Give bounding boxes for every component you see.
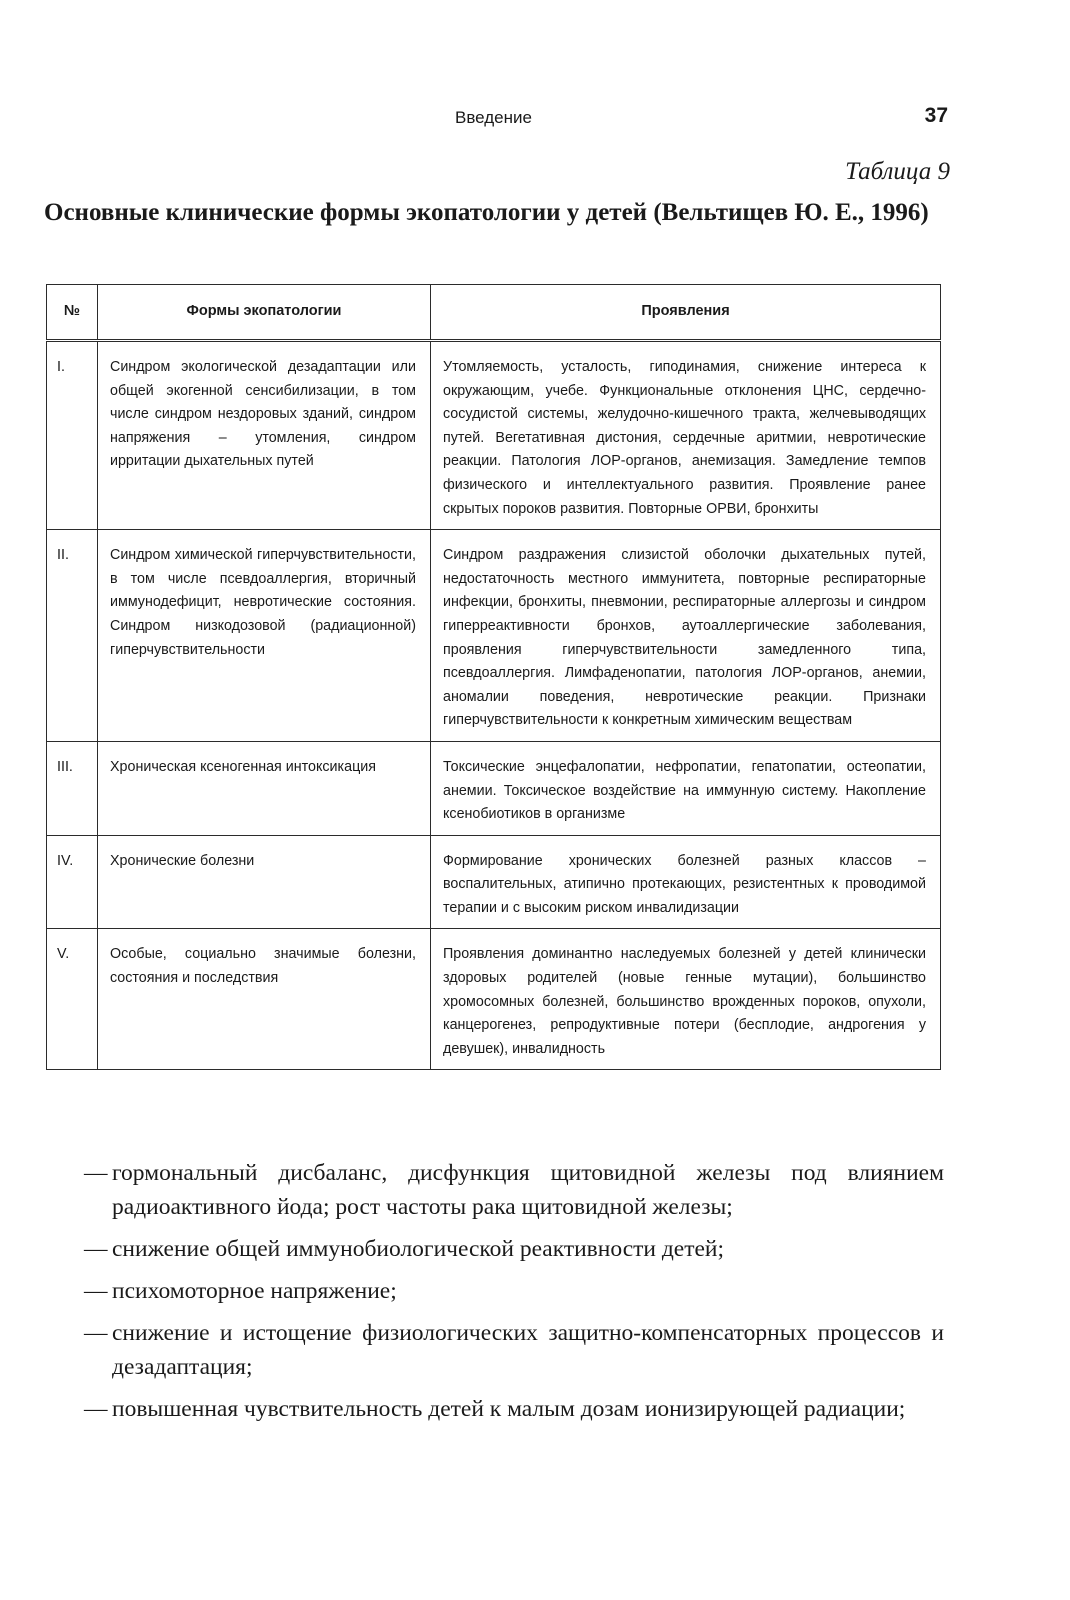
list-item-text: повышенная чувствительность детей к малым дозам ионизирующей радиации; — [112, 1396, 906, 1422]
row-manifestations: Формирование хронических болезней разных классов – воспалительных, атипично протекающих, резистентных к проводимой терапии и с высоким риском инвалидизации — [431, 835, 941, 929]
list-item — [84, 1392, 944, 1426]
table-label: Таблица 9 — [845, 158, 950, 185]
row-form: Хронические болезни — [98, 835, 431, 929]
table-row — [47, 741, 941, 835]
row-number: II. — [47, 530, 98, 742]
dash-marker: — — [84, 1160, 108, 1186]
row-form: Особые, социально значимые болезни, состояния и последствия — [98, 929, 431, 1070]
dash-marker: — — [84, 1236, 108, 1262]
list-item — [84, 1316, 944, 1384]
list-item-text: психомоторное напряжение; — [112, 1278, 397, 1304]
list-item-text: снижение и истощение физиологических защитно-компенсаторных процессов и дезадаптация; — [112, 1320, 944, 1380]
column-header-number: № — [47, 285, 98, 341]
row-form: Синдром экологической дезадаптации или общей экогенной сенсибилизации, в том числе синдром нездоровых зданий, синдром напряжения – утомления, синдром ирритации дыхательных путей — [98, 341, 431, 530]
running-title: Введение — [455, 108, 532, 127]
row-manifestations: Проявления доминантно наследуемых болезней у детей клинически здоровых родителей (новые генные мутации), большинство хромосомных болезней, большинство врожденных пороков, опухоли, канцерогенез, репродуктивные потери (бесплодие, андрогения у девушек), инвалидность — [431, 929, 941, 1070]
row-manifestations: Токсические энцефалопатии, нефропатии, гепатопатии, остеопатии, анемии. Токсическое воздействие на иммунную систему. Накопление ксенобиотиков в организме — [431, 741, 941, 835]
row-number: III. — [47, 741, 98, 835]
list-item — [84, 1232, 944, 1266]
row-form: Хроническая ксеногенная интоксикация — [98, 741, 431, 835]
dash-marker: — — [84, 1396, 108, 1422]
row-number: I. — [47, 341, 98, 530]
ecopathology-table — [46, 284, 941, 1070]
row-form: Синдром химической гиперчувствительности, в том числе псевдоаллергия, вторичный иммунодефицит, невротические состояния. Синдром низкодозовой (радиационной) гиперчувствительности — [98, 530, 431, 742]
list-item — [84, 1156, 944, 1224]
column-header-manifestations: Проявления — [431, 285, 941, 341]
list-item-text: гормональный дисбаланс, дисфункция щитовидной железы под влиянием радиоактивного йода; рост частоты рака щитовидной железы; — [112, 1160, 944, 1220]
table-row — [47, 341, 941, 530]
table-title: Основные клинические формы экопатологии у детей (Вельтищев Ю. Е., 1996) — [44, 199, 929, 226]
page-number: 37 — [924, 104, 948, 127]
list-item-text: снижение общей иммунобиологической реактивности детей; — [112, 1236, 725, 1262]
list-item — [84, 1274, 944, 1308]
row-number: IV. — [47, 835, 98, 929]
row-manifestations: Утомляемость, усталость, гиподинамия, снижение интереса к окружающим, учебе. Функциональные отклонения ЦНС, сердечно-сосудистой системы, желудочно-кишечного тракта, желчевыводящих путей. Вегетативная дистония, сердечные аритмии, невротические реакции. Патология ЛОР-органов, анемизация. Замедление темпов физического и интеллектуального развития. Проявление ранее скрытых пороков развития. Повторные ОРВИ, бронхиты — [431, 341, 941, 530]
row-manifestations: Синдром раздражения слизистой оболочки дыхательных путей, недостаточность местного иммунитета, повторные респираторные инфекции, бронхиты, пневмонии, респираторные аллергозы и синдром гиперреактивности бронхов, аутоаллергические заболевания, проявления гиперчувствительности замедленного типа, псевдоаллергия. Лимфаденопатии, патология ЛОР-органов, анемии, аномалии поведения, невротические реакции. Признаки гиперчувствительности к конкретным химическим веществам — [431, 530, 941, 742]
dash-marker: — — [84, 1320, 108, 1346]
table-header-row — [47, 285, 941, 341]
column-header-forms: Формы экопатологии — [98, 285, 431, 341]
row-number: V. — [47, 929, 98, 1070]
table-row — [47, 929, 941, 1070]
dash-marker: — — [84, 1278, 108, 1304]
table-row — [47, 835, 941, 929]
table-row — [47, 530, 941, 742]
risk-factors-list — [84, 1156, 944, 1434]
